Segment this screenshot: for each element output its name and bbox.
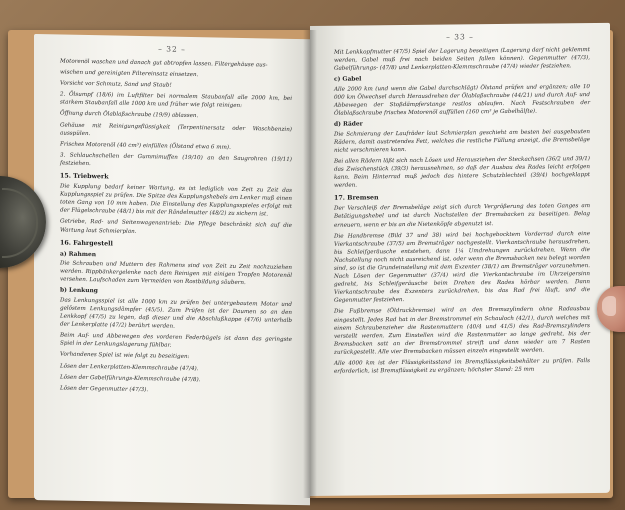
right-page-text (310, 46, 610, 376)
paragraph: Motorenöl waschen und danach gut abtropfen lassen. Filtergehäuse aus- (60, 58, 268, 69)
paragraph: Die Schrauben und Muttern des Rahmens sind von Zeit zu Zeit nachzuziehen werden. Rippbänkergelenke nach dem Reinigen mit einigen Tropfen Motorenöl versehen. Laufschaden zum Vermeiden von Rostbildung säubern. (60, 260, 292, 287)
paragraph: Vorsicht vor Schmutz, Sand und Staub! (60, 80, 172, 89)
paragraph: Öffnung durch Ölablaßschraube (19/9) ablassen. (60, 110, 199, 120)
paragraph: Vorhandenes Spiel ist wie folgt zu beseitigen: (60, 351, 190, 361)
section-heading: 16. Fahrgestell (60, 239, 113, 248)
paragraph: Lösen der Lenkerplatten-Klemmschraube (47/4). (60, 363, 199, 372)
paragraph: Beim Auf- und Abbewegen des vorderen Federbügels ist dann das geringste Spiel in der Lenkungslagerung fühlbar. (60, 332, 292, 349)
left-page-number: – 32 – (158, 44, 186, 54)
paragraph: Die Schmierung der Laufräder laut Schmierplan geschieht am besten bei ausgebauten Rädern, damit austretendes Fett, welches die restliche Füllung anzeigt, die Bremsbeläge nicht verschmieren kann. (334, 128, 590, 154)
subsection-heading: b) Lenkung (60, 286, 98, 295)
paragraph: Lösen der Gegenmutter (47/3). (60, 385, 149, 393)
left-page-text (34, 57, 310, 397)
right-page (310, 23, 610, 496)
paragraph: Der Verschleiß der Bremsbeläge zeigt sich durch Vergrößerung des toten Ganges am Betätigungshebel und ist durch Nachstellen der Bremsbacken zu beseitigen. Belag erneuern, wenn er bis an die Nietenköpfe abgenutzt ist. (334, 203, 590, 229)
paragraph: 3. Schlauchschellen der Gummimuffen (19/10) an den Saugrohren (19/11) festziehen. (60, 152, 292, 168)
paragraph: Die Handbremse (Bild 37 und 38) wird bei hochgebocktem Vorderrad durch eine Vierkantschraube (37/5) am Bremsträger nachgestellt. Vierkantschraube herausdrehen, bis Schleifgeräusche entstehen, dann 1¼ Umdrehungen zurückdrehen. Wenn die Nachstellung noch nicht ausreichend ist, oder wenn die Bremsbacken neu belegt worden sind, so ist die Grundeinstellung mit dem Exzenter (38/1) am Bremsträger vorzunehmen. Nach Lösen der Gegenmutter (37/4) wird die Vierkantschraube im Uhrzeigersinn gedreht, bis Schleifgeräusche beim Drehen des Rades hörbar werden. Dann Vierkantschraube des Exzenters zurückdrehen, bis das Rad frei läuft, und die Gegenmutter festziehen. (334, 230, 590, 305)
paragraph: 2. Ölsumpf (18/6) im Luftfilter bei normalem Staubanfall alle 2000 km, bei starkem Staubanfall alle 1000 km und früher wie folgt reinigen: (60, 91, 292, 110)
paragraph: Alle 4000 km ist der Flüssigkeitsstand im Bremsflüssigkeitsbehälter zu prüfen. Falls erforderlich, ist Bremsflüssigkeit zu ergänzen; höchster Stand: 25 mm (334, 358, 590, 375)
paragraph: Getriebe, Rad- und Seitenwagenantrieb: Die Pflege beschränkt sich auf die Wartung laut Schmierplan. (60, 218, 292, 235)
paragraph: wischen und gereinigten Filtereinsatz einsetzen. (60, 69, 199, 79)
paragraph: Die Fußbremse (Öldruckbremse) wird an den Bremszylindern ohne Radausbau eingestellt. Jedes Rad hat in der Bremstrommel ein Schauloch (42/1), durch welches mit einem Schraubenzieher die Rastenmuttern (40/4 und 41/5) des Rad-Bremszylinders verstellt werden. Zum Einstellen wird die Rastenmutter so lange gedreht, bis der Bremsbacken satt an der Bremstrommel streift und dann wieder um 7 Rasten zurückgestellt. Alle vier Bremsbacken müssen einzeln eingestellt werden. (334, 306, 590, 356)
subsection-heading: c) Gabel (334, 75, 362, 84)
paragraph: Die Kupplung bedarf keiner Wartung, es ist lediglich von Zeit zu Zeit das Kupplungsspiel zu prüfen. Die Spitze des Kupplungshebels am Lenker muß einen toten Gang von 10 mm haben. Die Einstellung des Kupplungsspieles erfolgt mit der Flügelschraube (48/1) bis mit der Rändelmutter (48/2) zu sichern ist. (60, 183, 292, 218)
paragraph: Gehäuse mit Reinigungsflüssigkeit (Terpentinersatz oder Waschbenzin) ausspülen. (60, 122, 292, 137)
paragraph: Lösen der Gabelführungs-Klemmschraube (47/8). (60, 374, 201, 383)
left-page (34, 34, 310, 505)
right-page-number: – 33 – (446, 32, 474, 42)
thumbnail (602, 296, 616, 316)
section-heading: 17. Bremsen (334, 194, 379, 203)
paragraph: Das Lenkungsspiel ist alle 1000 km zu prüfen bei untergebautem Motor und gelöstem Lenkungsdämpfer (45/5). Zum Prüfen ist der Daumen so an den Lenkkopf (47/5) zu legen, daß dieser und die Abschlußkappe (47/6) unterhalb der Lenkerplatte (47/2) berührt werden. (60, 297, 292, 330)
paragraph: Bei allen Rädern läßt sich nach Lösen und Herausziehen der Steckachsen (36/2 und 39/1) das Zwischenstück (39/3) herausnehmen, so daß der Ausbau des Rades leicht erfolgen kann. Beim Hinterrad muß jedoch das hintere Schutzblechteil (39/4) hochgeklappt werden. (334, 156, 590, 189)
metal-weight-rim (2, 188, 38, 258)
subsection-heading: a) Rahmen (60, 250, 97, 258)
subsection-heading: d) Räder (334, 120, 363, 128)
paragraph: Frisches Motorenöl (40 cm³) einfüllen (Ölstand etwa 6 mm). (60, 141, 231, 151)
paragraph: Mit Lenkkopfmutter (47/5) Spiel der Lagerung beseitigen (Lagerung darf nicht geklemmt werden, Gabel muß frei nach beiden Seiten fallen können). Gegenmutter (47/3), Gabelführungs- (47/8) und Lenkerplatten-Klemmschraube (47/4) wieder festziehen. (334, 47, 590, 72)
section-heading: 15. Triebwerk (60, 172, 109, 181)
paragraph: Alle 2000 km (und wenn die Gabel durchschlägt) Ölstand prüfen und ergänzen; alle 10 000 km Ölwechsel durch Herausdrehen der Ölablaßschraube (44/21) und durch Auf- und Abbewegen der Stoßdämpferstange restlos ablaufen. Nach Festschrauben der Ölablaßschraube frisches Motorenöl auffüllen (160 cm³ je Gabelhälfte). (334, 83, 590, 117)
